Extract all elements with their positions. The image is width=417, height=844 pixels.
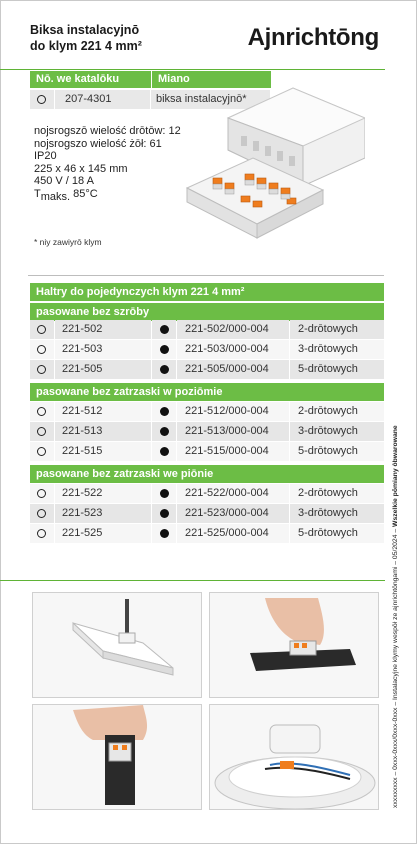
photo-ceiling-lamp — [209, 704, 379, 810]
wire-count: 5-drōtowych — [290, 524, 384, 543]
photo-holder-screw — [32, 592, 202, 698]
filled-circle-icon — [160, 345, 169, 354]
divider-mid — [28, 275, 384, 276]
filled-marker — [152, 360, 176, 379]
open-circle-icon — [37, 509, 46, 518]
side-note-text: xxxxxxxxx – 0xxx-0xxx/0xxx-0xxx – Instalacyjne klymy wespōł ze ajnrichtōngami – 05/2024 – — [392, 526, 399, 808]
set-number: 221-503/000-004 — [177, 340, 289, 359]
wire-count: 2-drōtowych — [290, 402, 384, 421]
item-number: 221-513 — [55, 422, 151, 441]
open-marker — [30, 320, 54, 339]
table-row — [30, 524, 384, 543]
item-number: 221-503 — [55, 340, 151, 359]
wire-count: 5-drōtowych — [290, 442, 384, 461]
tmax-label: T — [34, 187, 41, 200]
table-row — [30, 504, 384, 523]
holders-title: Haltry do pojedynczych klym 221 4 mm² — [30, 283, 384, 301]
open-marker — [30, 442, 54, 461]
spec-max-wires: nojsrogszō wielość drōtōw: 12 — [34, 125, 181, 137]
section-title: Ajnrichtōng — [247, 24, 379, 51]
catalog-col-number: Nō. we katalōku — [30, 71, 151, 88]
title-line-1: Biksa instalacyjnō — [30, 23, 140, 37]
open-marker — [30, 504, 54, 523]
item-number: 221-505 — [55, 360, 151, 379]
catalog-name: biksa instalacyjnō* — [150, 90, 270, 109]
table-row — [30, 422, 384, 441]
spec-max-temperature — [34, 188, 181, 204]
open-circle-icon — [37, 447, 46, 456]
section-title-screwless: pasowane bez szrōby — [30, 303, 384, 321]
divider-top — [0, 69, 385, 70]
side-note-bold: Wszelkie pōmiany ôbwarowane — [392, 425, 399, 527]
spec-ip-rating: IP20 — [34, 150, 57, 162]
open-marker — [30, 360, 54, 379]
specs-list — [34, 125, 181, 203]
set-number: 221-505/000-004 — [177, 360, 289, 379]
open-marker — [30, 524, 54, 543]
side-note — [392, 388, 399, 808]
photo-hand-holder — [32, 704, 202, 810]
open-marker — [30, 484, 54, 503]
open-circle-icon — [37, 529, 46, 538]
table-row — [30, 402, 384, 421]
filled-marker — [152, 402, 176, 421]
filled-circle-icon — [160, 365, 169, 374]
item-number: 221-522 — [55, 484, 151, 503]
catalog-marker — [30, 90, 54, 109]
set-number: 221-525/000-004 — [177, 524, 289, 543]
catalog-number: 207-4301 — [54, 90, 150, 109]
tmax-value: 85°C — [70, 187, 98, 200]
footnote: * niy zawiyrō klym — [34, 237, 102, 247]
item-number: 221-525 — [55, 524, 151, 543]
filled-marker — [152, 422, 176, 441]
table-row — [30, 484, 384, 503]
filled-circle-icon — [160, 529, 169, 538]
item-number: 221-523 — [55, 504, 151, 523]
filled-circle-icon — [160, 447, 169, 456]
divider-bottom — [0, 580, 385, 581]
wire-count: 3-drōtowych — [290, 422, 384, 441]
set-number: 221-523/000-004 — [177, 504, 289, 523]
open-circle-icon — [37, 407, 46, 416]
open-circle-icon — [37, 345, 46, 354]
wire-count: 5-drōtowych — [290, 360, 384, 379]
filled-circle-icon — [160, 407, 169, 416]
filled-marker — [152, 484, 176, 503]
set-number: 221-512/000-004 — [177, 402, 289, 421]
set-number: 221-513/000-004 — [177, 422, 289, 441]
spec-voltage-current: 450 V / 18 A — [34, 175, 94, 187]
filled-circle-icon — [160, 325, 169, 334]
filled-marker — [152, 320, 176, 339]
open-circle-icon — [37, 95, 46, 104]
open-circle-icon — [37, 365, 46, 374]
tmax-sub: maks. — [40, 190, 71, 203]
table-row — [30, 320, 384, 339]
photo-hand-insert — [209, 592, 379, 698]
set-number: 221-502/000-004 — [177, 320, 289, 339]
filled-circle-icon — [160, 489, 169, 498]
open-circle-icon — [37, 427, 46, 436]
open-marker — [30, 340, 54, 359]
table-row — [30, 360, 384, 379]
spec-max-conductors: nojsrogszo wielość żōł: 61 — [34, 137, 162, 150]
catalog-col-name: Miano — [152, 71, 271, 88]
section-title-vertical-latch: pasowane bez zatrzaski we piōnie — [30, 465, 384, 483]
page-title — [30, 22, 142, 54]
item-number: 221-512 — [55, 402, 151, 421]
filled-marker — [152, 442, 176, 461]
filled-marker — [152, 340, 176, 359]
filled-circle-icon — [160, 509, 169, 518]
set-number: 221-522/000-004 — [177, 484, 289, 503]
wire-count: 2-drōtowych — [290, 484, 384, 503]
table-row — [30, 340, 384, 359]
set-number: 221-515/000-004 — [177, 442, 289, 461]
open-marker — [30, 402, 54, 421]
section-title-horizontal-latch: pasowane bez zatrzaski w poziōmie — [30, 383, 384, 401]
wire-count: 3-drōtowych — [290, 504, 384, 523]
spec-dimensions: 225 x 46 x 145 mm — [34, 162, 128, 175]
open-circle-icon — [37, 489, 46, 498]
item-number: 221-515 — [55, 442, 151, 461]
filled-marker — [152, 504, 176, 523]
filled-circle-icon — [160, 427, 169, 436]
open-circle-icon — [37, 325, 46, 334]
junction-box-image — [183, 78, 365, 246]
filled-marker — [152, 524, 176, 543]
wire-count: 3-drōtowych — [290, 340, 384, 359]
item-number: 221-502 — [55, 320, 151, 339]
table-row — [30, 442, 384, 461]
title-line-2: do klym 221 4 mm² — [30, 39, 142, 53]
open-marker — [30, 422, 54, 441]
wire-count: 2-drōtowych — [290, 320, 384, 339]
